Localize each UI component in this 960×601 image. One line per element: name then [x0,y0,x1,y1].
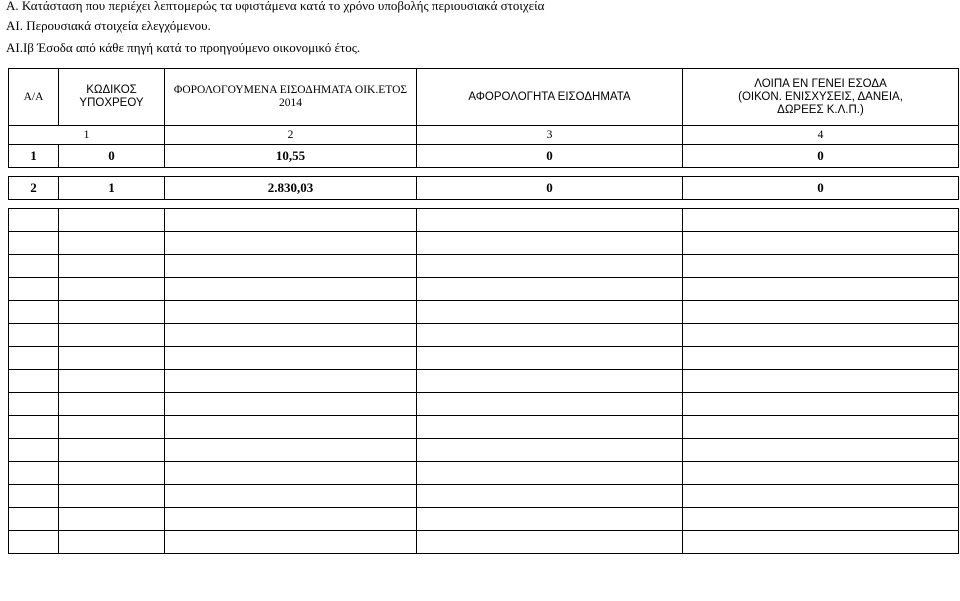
col-header-taxed-line2: 2014 [279,97,302,109]
empty-row [9,485,959,508]
table-row [9,145,959,168]
empty-row [9,439,959,462]
col-header-taxed [165,69,417,126]
empty-row [9,232,959,255]
cell-code: 1 [59,177,165,200]
empty-row [9,278,959,301]
header-line-3: ΑΙ.Ιβ Έσοδα από κάθε πηγή κατά το προηγούμενο οικονομικό έτος. [6,40,361,55]
cell-taxed: 10,55 [165,145,417,168]
col-header-code-line2: ΥΠΟΧΡΕΟΥ [79,97,144,109]
col-header-code [59,69,165,126]
cell-taxed: 2.830,03 [165,177,417,200]
header-line-2: ΑΙ. Περουσιακά στοιχεία ελεγχόμενου. [6,18,211,33]
col-header-taxed-line1: ΦΟΡΟΛΟΓΟΥΜΕΝΑ ΕΙΣΟΔΗΜΑΤΑ ΟΙΚ.ΕΤΟΣ [173,84,408,96]
table-header-row [9,69,959,126]
cell-aa: 2 [9,177,59,200]
col-number-2: 2 [165,126,417,145]
col-header-aa: Α/Α [9,69,59,126]
cell-code: 0 [59,145,165,168]
income-table [8,68,959,554]
empty-row [9,324,959,347]
col-header-other-line2: (ΟΙΚΟΝ. ΕΝΙΣΧΥΣΕΙΣ, ΔΑΝΕΙΑ, [738,90,903,103]
table-row [9,177,959,200]
col-header-other-line3: ΔΩΡΕΕΣ Κ.Λ.Π.) [777,103,864,116]
col-header-other [683,69,959,126]
col-header-code-line1: ΚΩΔΙΚΟΣ [86,84,137,96]
empty-row [9,531,959,554]
empty-row [9,462,959,485]
empty-row [9,416,959,439]
empty-row [9,347,959,370]
col-number-3: 3 [417,126,683,145]
spacer-row [9,200,959,209]
empty-row [9,255,959,278]
col-number-4: 4 [683,126,959,145]
column-number-row [9,126,959,145]
empty-row [9,301,959,324]
cell-other: 0 [683,145,959,168]
cell-untaxed: 0 [417,145,683,168]
col-header-other-line1: ΛΟΙΠΑ ΕΝ ΓΕΝΕΙ ΕΣΟΔΑ [754,77,887,90]
header-line-1: Α. Κατάσταση που περιέχει λεπτομερώς τα υφιστάμενα κατά το χρόνο υποβολής περιουσιακά στοιχεία [6,0,545,13]
cell-untaxed: 0 [417,177,683,200]
spacer-row [9,168,959,177]
col-header-untaxed: ΑΦΟΡΟΛΟΓΗΤΑ ΕΙΣΟΔΗΜΑΤΑ [417,69,683,126]
empty-row [9,393,959,416]
col-number-1: 1 [9,126,165,145]
empty-row [9,209,959,232]
cell-aa: 1 [9,145,59,168]
empty-row [9,508,959,531]
cell-other: 0 [683,177,959,200]
empty-row [9,370,959,393]
